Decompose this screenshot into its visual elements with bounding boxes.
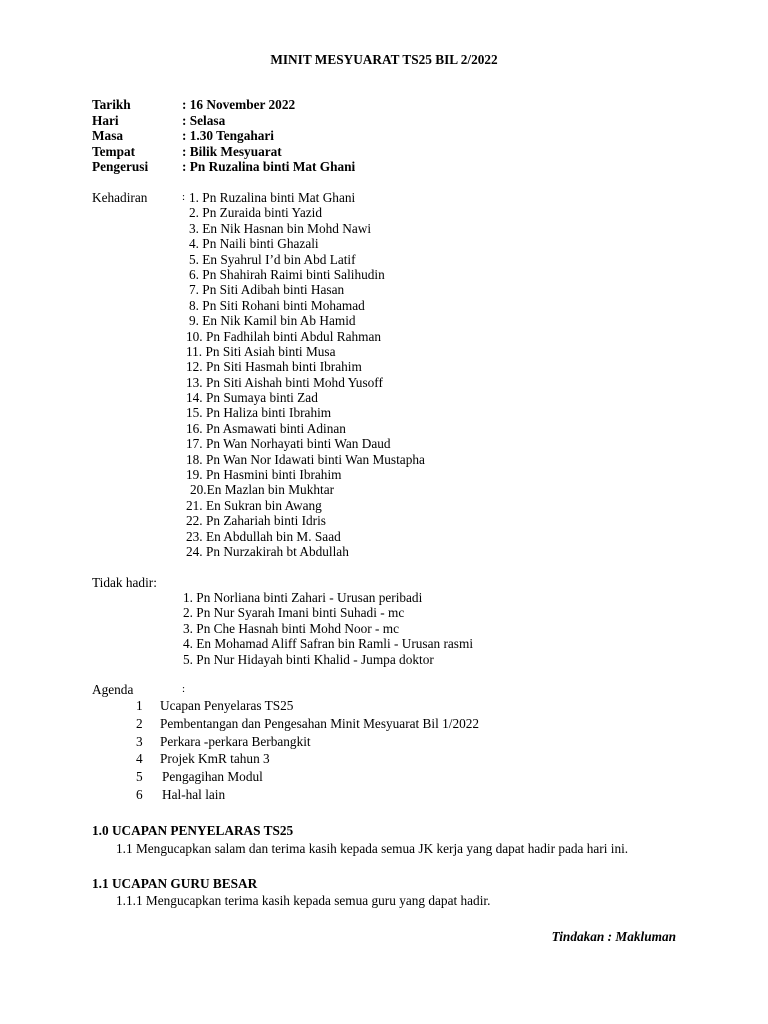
section-body: 1.1 Mengucapkan salam dan terima kasih kepada semua JK kerja yang dapat hadir pada hari ini. (116, 841, 629, 856)
attendance-colon: : (182, 191, 186, 203)
meta-value-masa: : 1.30 Tengahari (182, 128, 274, 143)
meta-value-tarikh: : 16 November 2022 (182, 97, 296, 112)
agenda-label: Agenda (92, 682, 134, 697)
meta-label-tarikh: Tarikh (92, 97, 131, 112)
section-heading: 1.1 UCAPAN GURU BESAR (92, 876, 258, 891)
meta-label-hari: Hari (92, 113, 119, 128)
action-note: Tindakan : Makluman (551, 929, 676, 944)
document-page: MINIT MESYUARAT TS25 BIL 2/2022 Tarikh : 16 November 2022 Hari : Selasa Masa : 1.30 Tengahari Tempat : Bilik Mesyuarat Pengerusi : Pn Ruzalina binti Mat Ghani Kehadiran : 1. Pn Ruzalina binti Mat Ghani 2. Pn Zuraida binti Yazid 3. En Nik Hasnan bin Mohd Nawi 4. Pn Naili binti Ghazali 5. En Syahrul I’d bin Abd Latif 6. Pn Shahirah Raimi binti Salihudin 7. Pn Siti Adibah binti Hasan 8. Pn Siti Rohani binti Mohamad 9. En Nik Kamil bin Ab Hamid 10. Pn Fadhilah binti Abdul Rahman 11. Pn Siti Asiah binti Musa 12. Pn Siti Hasmah binti Ibrahim 13. Pn Siti Aishah binti Mohd Yusoff 14. Pn Sumaya binti Zad 15. Pn Haliza binti Ibrahim 16. Pn Asmawati binti Adinan 17. Pn Wan Norhayati binti Wan Daud 18. Pn Wan Nor Idawati binti Wan Mustapha 19. Pn Hasmini binti Ibrahim 20.En Mazlan bin Mukhtar 21. En Sukran bin Awang 22. Pn Zahariah binti Idris 23. En Abdullah bin M. Saad 24. Pn Nurzakirah bt Abdullah Tidak hadir: 1. Pn Norliana binti Zahari - Urusan peribadi 2. Pn Nur Syarah Imani binti Suhadi - mc 3. Pn Che Hasnah binti Mohd Noor - mc 4. En Mohamad Aliff Safran bin Ramli - Urusan rasmi 5. Pn Nur Hidayah binti Khalid - Jumpa doktor Agenda : 1 Ucapan Penyelaras TS25 2 Pembentangan dan Pengesahan Minit Mesyuarat Bil 1/2022 3 Perkara -perkara Berbangkit 4 Projek KmR tahun 3 5 Pengagihan Modul 6 Hal-hal lain 1.0 UCAPAN PENYELARAS TS25 1.1 Mengucapkan salam dan terima kasih kepada semua JK kerja yang dapat hadir pada hari ini. 1.1 UCAPAN GURU BESAR 1.1.1 Mengucapkan terima kasih kepada semua guru yang dapat hadir. Tindakan : Makluman (0, 0, 768, 1024)
meta-value-tempat: : Bilik Mesyuarat (182, 144, 282, 159)
meta-value-pengerusi: : Pn Ruzalina binti Mat Ghani (182, 159, 356, 174)
attendance-label: Kehadiran (92, 190, 148, 205)
section-body: 1.1.1 Mengucapkan terima kasih kepada semua guru yang dapat hadir. (116, 893, 491, 908)
section-heading: 1.0 UCAPAN PENYELARAS TS25 (92, 823, 294, 838)
agenda-colon: : (182, 683, 186, 695)
meta-value-hari: : Selasa (182, 113, 226, 128)
meta-label-tempat: Tempat (92, 144, 136, 159)
meta-label-masa: Masa (92, 128, 124, 143)
absent-label: Tidak hadir: (92, 575, 157, 590)
document-title: MINIT MESYUARAT TS25 BIL 2/2022 (270, 52, 498, 67)
meta-label-pengerusi: Pengerusi (92, 159, 149, 174)
